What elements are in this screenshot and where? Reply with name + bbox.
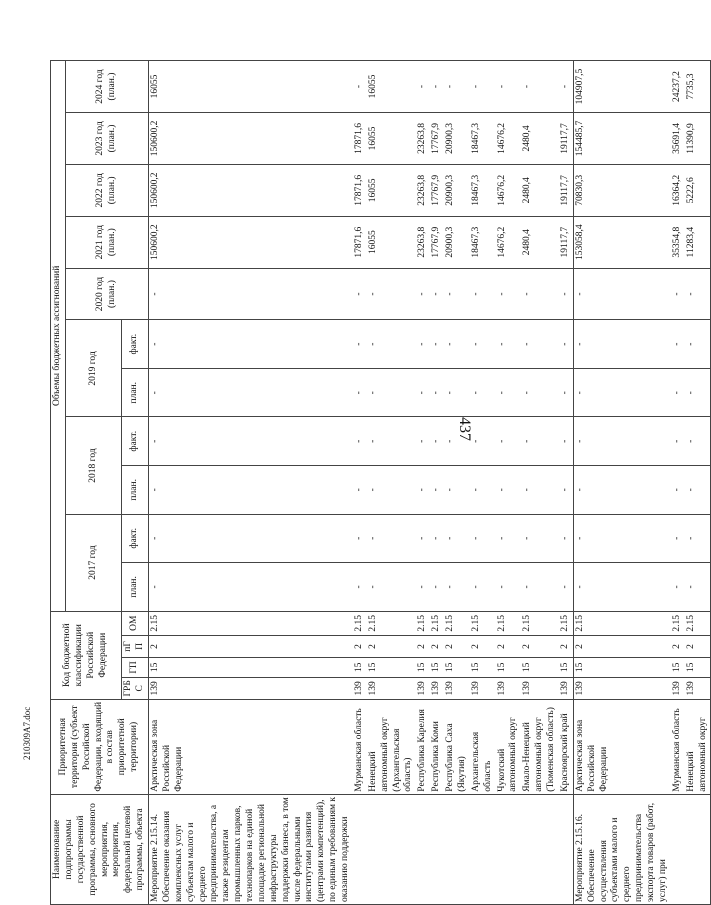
cell-om: 2.15 (416, 611, 430, 635)
cell-p17: - (430, 563, 444, 612)
cell-om: 2.15 (444, 611, 470, 635)
cell-grbs: 139 (444, 677, 470, 699)
cell-y21: 18467,3 (470, 216, 496, 268)
cell-pgp: 2 (353, 635, 367, 657)
cell-y23: 17871,6 (353, 113, 367, 165)
cell-p18: - (573, 466, 671, 515)
cell-p18: - (470, 466, 496, 515)
cell-y21: 23263,8 (416, 216, 430, 268)
cell-f19: - (521, 320, 559, 369)
cell-f17: - (444, 514, 470, 563)
cell-p17: - (149, 563, 353, 612)
cell-f18: - (496, 417, 522, 466)
cell-f18: - (521, 417, 559, 466)
cell-f17: - (470, 514, 496, 563)
cell-f18: - (367, 417, 417, 466)
cell-y24: 104907,5 (573, 61, 671, 113)
cell-territory: Ненецкий автономный округ (685, 699, 711, 794)
cell-f19: - (149, 320, 353, 369)
cell-grbs: 139 (559, 677, 573, 699)
cell-name (353, 794, 367, 904)
cell-y24: - (444, 61, 470, 113)
cell-y20: - (444, 268, 470, 320)
cell-gp: 15 (671, 657, 685, 677)
cell-y24: 24237,2 (671, 61, 685, 113)
cell-om: 2.15 (353, 611, 367, 635)
cell-pgp: 2 (149, 635, 353, 657)
cell-f17: - (416, 514, 430, 563)
table-row (573, 61, 671, 905)
cell-y21: 14676,2 (496, 216, 522, 268)
cell-om: 2.15 (685, 611, 711, 635)
cell-y22: 2480,4 (521, 164, 559, 216)
cell-f17: - (685, 514, 711, 563)
cell-y21: 11283,4 (685, 216, 711, 268)
table-body (149, 61, 711, 905)
cell-gp: 15 (496, 657, 522, 677)
cell-name (416, 794, 430, 904)
cell-y20: - (367, 268, 417, 320)
cell-y23: 14676,2 (496, 113, 522, 165)
cell-grbs: 139 (521, 677, 559, 699)
header-2024: 2024 год (план.) (65, 61, 148, 113)
table-row (521, 61, 559, 905)
cell-y24: - (521, 61, 559, 113)
cell-om: 2.15 (470, 611, 496, 635)
cell-p17: - (573, 563, 671, 612)
cell-p17: - (353, 563, 367, 612)
cell-pgp: 2 (416, 635, 430, 657)
cell-f17: - (367, 514, 417, 563)
cell-f17: - (671, 514, 685, 563)
cell-f19: - (496, 320, 522, 369)
cell-y21: 35354,8 (671, 216, 685, 268)
cell-name (367, 794, 417, 904)
cell-y23: 20900,3 (444, 113, 470, 165)
cell-name (496, 794, 522, 904)
cell-gp: 15 (685, 657, 711, 677)
cell-y20: - (573, 268, 671, 320)
header-2019: 2019 год (65, 320, 121, 417)
cell-y24: 16055 (149, 61, 353, 113)
cell-y23: 2480,4 (521, 113, 559, 165)
cell-name (671, 794, 685, 904)
cell-pgp: 2 (367, 635, 417, 657)
cell-y23: 11390,9 (685, 113, 711, 165)
cell-name (470, 794, 496, 904)
cell-p19: - (470, 368, 496, 417)
cell-y20: - (149, 268, 353, 320)
cell-y24: - (416, 61, 430, 113)
cell-y23: 23263,8 (416, 113, 430, 165)
cell-y24: - (496, 61, 522, 113)
cell-y23: 19117,7 (559, 113, 573, 165)
cell-om: 2.15 (367, 611, 417, 635)
cell-y24: - (353, 61, 367, 113)
cell-grbs: 139 (671, 677, 685, 699)
page-number: 437 (456, 417, 473, 441)
cell-f19: - (559, 320, 573, 369)
cell-y24: - (430, 61, 444, 113)
cell-gp: 15 (367, 657, 417, 677)
cell-y23: 18467,3 (470, 113, 496, 165)
cell-p18: - (430, 466, 444, 515)
cell-territory: Республика Коми (430, 699, 444, 794)
cell-grbs: 139 (496, 677, 522, 699)
cell-y21: 19117,7 (559, 216, 573, 268)
table-row (470, 61, 496, 905)
cell-p19: - (671, 368, 685, 417)
cell-pgp: 2 (521, 635, 559, 657)
cell-gp: 15 (444, 657, 470, 677)
cell-p17: - (367, 563, 417, 612)
cell-f19: - (685, 320, 711, 369)
cell-grbs: 139 (685, 677, 711, 699)
header-fact-2017: факт. (122, 514, 149, 563)
cell-territory: Мурманская область (353, 699, 367, 794)
cell-p18: - (416, 466, 430, 515)
cell-y22: 17871,6 (353, 164, 367, 216)
cell-y24: 16055 (367, 61, 417, 113)
cell-y24: 7735,3 (685, 61, 711, 113)
header-2023: 2023 год (план.) (65, 113, 148, 165)
cell-y20: - (430, 268, 444, 320)
cell-y21: 153058,4 (573, 216, 671, 268)
cell-y20: - (559, 268, 573, 320)
table-row (353, 61, 367, 905)
cell-y22: 14676,2 (496, 164, 522, 216)
cell-p19: - (353, 368, 367, 417)
cell-p18: - (496, 466, 522, 515)
header-2017: 2017 год (65, 514, 121, 611)
cell-p17: - (416, 563, 430, 612)
header-om: ОМ (122, 611, 149, 635)
cell-gp: 15 (559, 657, 573, 677)
header-volume-group: Объемы бюджетных ассигнований (51, 61, 66, 612)
table-row (367, 61, 417, 905)
header-2018: 2018 год (65, 417, 121, 514)
rotated-table-container (50, 60, 708, 905)
header-gp: ГП (122, 657, 149, 677)
cell-name (444, 794, 470, 904)
cell-f17: - (521, 514, 559, 563)
cell-gp: 15 (416, 657, 430, 677)
cell-y20: - (353, 268, 367, 320)
cell-pgp: 2 (496, 635, 522, 657)
cell-p18: - (559, 466, 573, 515)
cell-p18: - (444, 466, 470, 515)
cell-y20: - (521, 268, 559, 320)
cell-territory: Чукотский автономный округ (496, 699, 522, 794)
cell-gp: 15 (353, 657, 367, 677)
cell-pgp: 2 (671, 635, 685, 657)
cell-f17: - (430, 514, 444, 563)
cell-y22: 19117,7 (559, 164, 573, 216)
cell-y24: - (559, 61, 573, 113)
cell-grbs: 139 (353, 677, 367, 699)
cell-y23: 17767,9 (430, 113, 444, 165)
cell-gp: 15 (470, 657, 496, 677)
cell-f17: - (573, 514, 671, 563)
table-row (430, 61, 444, 905)
cell-y21: 17871,6 (353, 216, 367, 268)
cell-f18: - (671, 417, 685, 466)
cell-f18: - (149, 417, 353, 466)
cell-y20: - (470, 268, 496, 320)
cell-y21: 16055 (367, 216, 417, 268)
cell-territory: Ненецкий автономный округ (Архангельская область) (367, 699, 417, 794)
header-2021: 2021 год (план.) (65, 216, 148, 268)
cell-p17: - (496, 563, 522, 612)
cell-pgp: 2 (559, 635, 573, 657)
header-fact-2019: факт. (122, 320, 149, 369)
cell-y22: 17767,9 (430, 164, 444, 216)
cell-p19: - (521, 368, 559, 417)
header-pgp: пГП (122, 635, 149, 657)
cell-y23: 35691,4 (671, 113, 685, 165)
cell-territory: Мурманская область (671, 699, 685, 794)
cell-f18: - (470, 417, 496, 466)
cell-y22: 20900,3 (444, 164, 470, 216)
cell-y21: 17767,9 (430, 216, 444, 268)
cell-pgp: 2 (430, 635, 444, 657)
header-code-group: Код бюджетной классификации Российской Федерации (51, 611, 122, 699)
cell-y20: - (685, 268, 711, 320)
table-row (444, 61, 470, 905)
cell-f18: - (353, 417, 367, 466)
cell-f19: - (353, 320, 367, 369)
header-2022: 2022 год (план.) (65, 164, 148, 216)
table-row (496, 61, 522, 905)
cell-p19: - (430, 368, 444, 417)
header-plan-2017: план. (122, 563, 149, 612)
cell-om: 2.15 (559, 611, 573, 635)
cell-om: 2.15 (671, 611, 685, 635)
cell-p19: - (685, 368, 711, 417)
cell-f18: - (559, 417, 573, 466)
cell-name (685, 794, 711, 904)
cell-p19: - (496, 368, 522, 417)
cell-gp: 15 (573, 657, 671, 677)
header-territory: Приоритетная территория (субъект Российской Федерации, входящий в состав приоритетной территории) (51, 699, 149, 794)
cell-gp: 15 (430, 657, 444, 677)
cell-p18: - (685, 466, 711, 515)
header-plan-2018: план. (122, 466, 149, 515)
cell-om: 2.15 (430, 611, 444, 635)
table-row (685, 61, 711, 905)
cell-y23: 150600,2 (149, 113, 353, 165)
cell-y22: 150600,2 (149, 164, 353, 216)
cell-p18: - (149, 466, 353, 515)
cell-gp: 15 (521, 657, 559, 677)
cell-f19: - (444, 320, 470, 369)
cell-p18: - (671, 466, 685, 515)
footer-filename: 210309А7.doc (22, 706, 32, 760)
cell-p19: - (573, 368, 671, 417)
cell-f19: - (430, 320, 444, 369)
cell-om: 2.15 (521, 611, 559, 635)
cell-f19: - (416, 320, 430, 369)
cell-y21: 20900,3 (444, 216, 470, 268)
cell-om: 2.15 (496, 611, 522, 635)
cell-territory: Республика Карелия (416, 699, 430, 794)
cell-pgp: 2 (444, 635, 470, 657)
header-name: Наименование подпрограммы государственной программы, основного мероприятия, мероприятия, федеральной целевой программы, объекта (51, 794, 149, 904)
cell-f18: - (416, 417, 430, 466)
cell-name: Мероприятие 2.15.14. Обеспечение оказания комплексных услуг субъектам малого и среднего предпринимательства, а также резидентам промышленных парков, технопарков на единой площадке региональной инфраструктуры поддержки бизнеса, в том числе федеральными институтами развития (центрами компетенций), по единым требованиям к оказанию поддержки (149, 794, 353, 904)
cell-f18: - (685, 417, 711, 466)
cell-om: 2.15 (149, 611, 353, 635)
cell-name: Мероприятие 2.15.16. Обеспечение осуществления субъектами малого и среднего предпринимательства экспорта товаров (работ, услуг) при (573, 794, 671, 904)
cell-grbs: 139 (430, 677, 444, 699)
cell-y20: - (496, 268, 522, 320)
cell-gp: 15 (149, 657, 353, 677)
cell-f18: - (444, 417, 470, 466)
cell-territory: Ямало-Ненецкий автономный округ (Тюменская область) (521, 699, 559, 794)
cell-grbs: 139 (416, 677, 430, 699)
table-row (559, 61, 573, 905)
cell-p19: - (444, 368, 470, 417)
header-plan-2019: план. (122, 368, 149, 417)
cell-territory: Красноярский край (559, 699, 573, 794)
cell-p19: - (149, 368, 353, 417)
cell-grbs: 139 (573, 677, 671, 699)
cell-p18: - (353, 466, 367, 515)
header-grbs: ГРБС (122, 677, 149, 699)
cell-y22: 16055 (367, 164, 417, 216)
cell-y24: - (470, 61, 496, 113)
cell-y22: 5222,6 (685, 164, 711, 216)
cell-y23: 154485,7 (573, 113, 671, 165)
table-row (149, 61, 353, 905)
header-fact-2018: факт. (122, 417, 149, 466)
cell-territory: Архангельская область (470, 699, 496, 794)
cell-f17: - (496, 514, 522, 563)
cell-f17: - (149, 514, 353, 563)
cell-name (521, 794, 559, 904)
cell-f18: - (573, 417, 671, 466)
cell-name (430, 794, 444, 904)
cell-p18: - (367, 466, 417, 515)
cell-name (559, 794, 573, 904)
cell-p19: - (416, 368, 430, 417)
cell-f17: - (559, 514, 573, 563)
cell-pgp: 2 (685, 635, 711, 657)
cell-y22: 16364,2 (671, 164, 685, 216)
header-2020: 2020 год (план.) (65, 268, 148, 320)
cell-territory: Республика Саха (Якутия) (444, 699, 470, 794)
cell-y23: 16055 (367, 113, 417, 165)
table-row (416, 61, 430, 905)
cell-y21: 150600,2 (149, 216, 353, 268)
cell-f19: - (470, 320, 496, 369)
cell-p18: - (521, 466, 559, 515)
cell-f19: - (573, 320, 671, 369)
cell-pgp: 2 (573, 635, 671, 657)
cell-p17: - (470, 563, 496, 612)
budget-table (50, 60, 711, 905)
cell-om: 2.15 (573, 611, 671, 635)
cell-p19: - (559, 368, 573, 417)
cell-y20: - (671, 268, 685, 320)
cell-y21: 2480,4 (521, 216, 559, 268)
cell-grbs: 139 (470, 677, 496, 699)
cell-p19: - (367, 368, 417, 417)
cell-p17: - (671, 563, 685, 612)
cell-p17: - (444, 563, 470, 612)
cell-pgp: 2 (470, 635, 496, 657)
cell-y20: - (416, 268, 430, 320)
cell-territory: Арктическая зона Российской Федерации (573, 699, 671, 794)
cell-y22: 18467,3 (470, 164, 496, 216)
cell-y22: 70830,3 (573, 164, 671, 216)
cell-p17: - (559, 563, 573, 612)
cell-grbs: 139 (149, 677, 353, 699)
cell-y22: 23263,8 (416, 164, 430, 216)
cell-f19: - (671, 320, 685, 369)
cell-territory: Арктическая зона Российской Федерации (149, 699, 353, 794)
cell-f17: - (353, 514, 367, 563)
cell-f18: - (430, 417, 444, 466)
table-row (671, 61, 685, 905)
cell-f19: - (367, 320, 417, 369)
cell-p17: - (685, 563, 711, 612)
cell-p17: - (521, 563, 559, 612)
cell-grbs: 139 (367, 677, 417, 699)
